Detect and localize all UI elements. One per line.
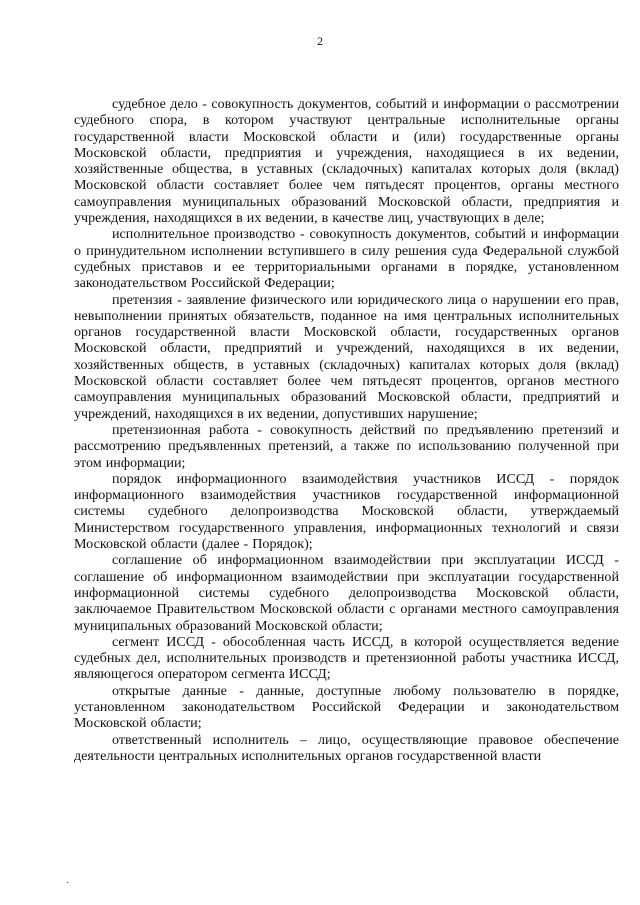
definition-interaction-procedure: порядок информационного взаимодействия участников ИССД - порядок информационного взаимодействия участников государственной информационной системы судебного делопроизводства Московской области, утверждаемый Министерством государственного управления, информационных технологий и связи Московской области (далее - Порядок); bbox=[74, 470, 619, 553]
definition-claim: претензия - заявление физического или юридического лица о нарушении его прав, невыполнении принятых обязательств, поданное на имя центральных исполнительных органов государственной власти Московской области, государственных органов Московской области, предприятий и учреждений, находящихся в их ведении, хозяйственных обществ, в уставных (складочных) капиталах которых доля (вклад) Московской области составляет более чем пятьдесят процентов, органов местного самоуправления муниципальных образований Московской области, предприятий и учреждений, находящихся в их ведении, допустивших нарушение; bbox=[74, 291, 619, 422]
definition-court-case: судебное дело - совокупность документов, событий и информации о рассмотрении судебного спора, в котором участвуют центральные исполнительные органы государственной власти Московской области и (или) государственные органы Московской области, предприятия и учреждения, находящиеся в их ведении, хозяйственные общества, в уставных (складочных) капиталах которых доля (вклад) Московской области составляет более чем пятьдесят процентов, органы местного самоуправления муниципальных образований Московской области, предприятия и учреждения, находящихся в их ведении, в качестве лиц, участвующих в деле; bbox=[74, 96, 619, 227]
definition-interaction-agreement: соглашение об информационном взаимодействии при эксплуатации ИССД - соглашение об информационном взаимодействии при эксплуатации государственной информационной системы судебного делопроизводства Московской области, заключаемое Правительством Московской области с органами местного самоуправления муниципальных образований Московской области; bbox=[74, 552, 619, 634]
definition-enforcement-proceedings: исполнительное производство - совокупность документов, событий и информации о принудительном исполнении вступившего в силу решения суда Федеральной службой судебных приставов и ее территориальными органами в порядке, установленном законодательством Российской Федерации; bbox=[74, 226, 619, 292]
definition-responsible-executor: ответственный исполнитель – лицо, осуществляющие правовое обеспечение деятельности центральных исполнительных органов государственной власти bbox=[74, 731, 619, 764]
page-number: 2 bbox=[317, 34, 323, 48]
definition-claim-work: претензионная работа - совокупность действий по предъявлению претензий и рассмотрению предъявленных претензий, а также по использованию полученной при этом информации; bbox=[74, 421, 619, 471]
definition-open-data: открытые данные - данные, доступные любому пользователю в порядке, установленном законодательством Российской Федерации и законодательством Московской области; bbox=[74, 682, 619, 732]
scan-artifact: · bbox=[66, 878, 70, 889]
definition-issd-segment: сегмент ИССД - обособленная часть ИССД, в которой осуществляется ведение судебных дел, исполнительных производств и претензионной работы участника ИССД, являющегося оператором сегмента ИССД; bbox=[74, 633, 619, 683]
document-body bbox=[74, 96, 619, 764]
